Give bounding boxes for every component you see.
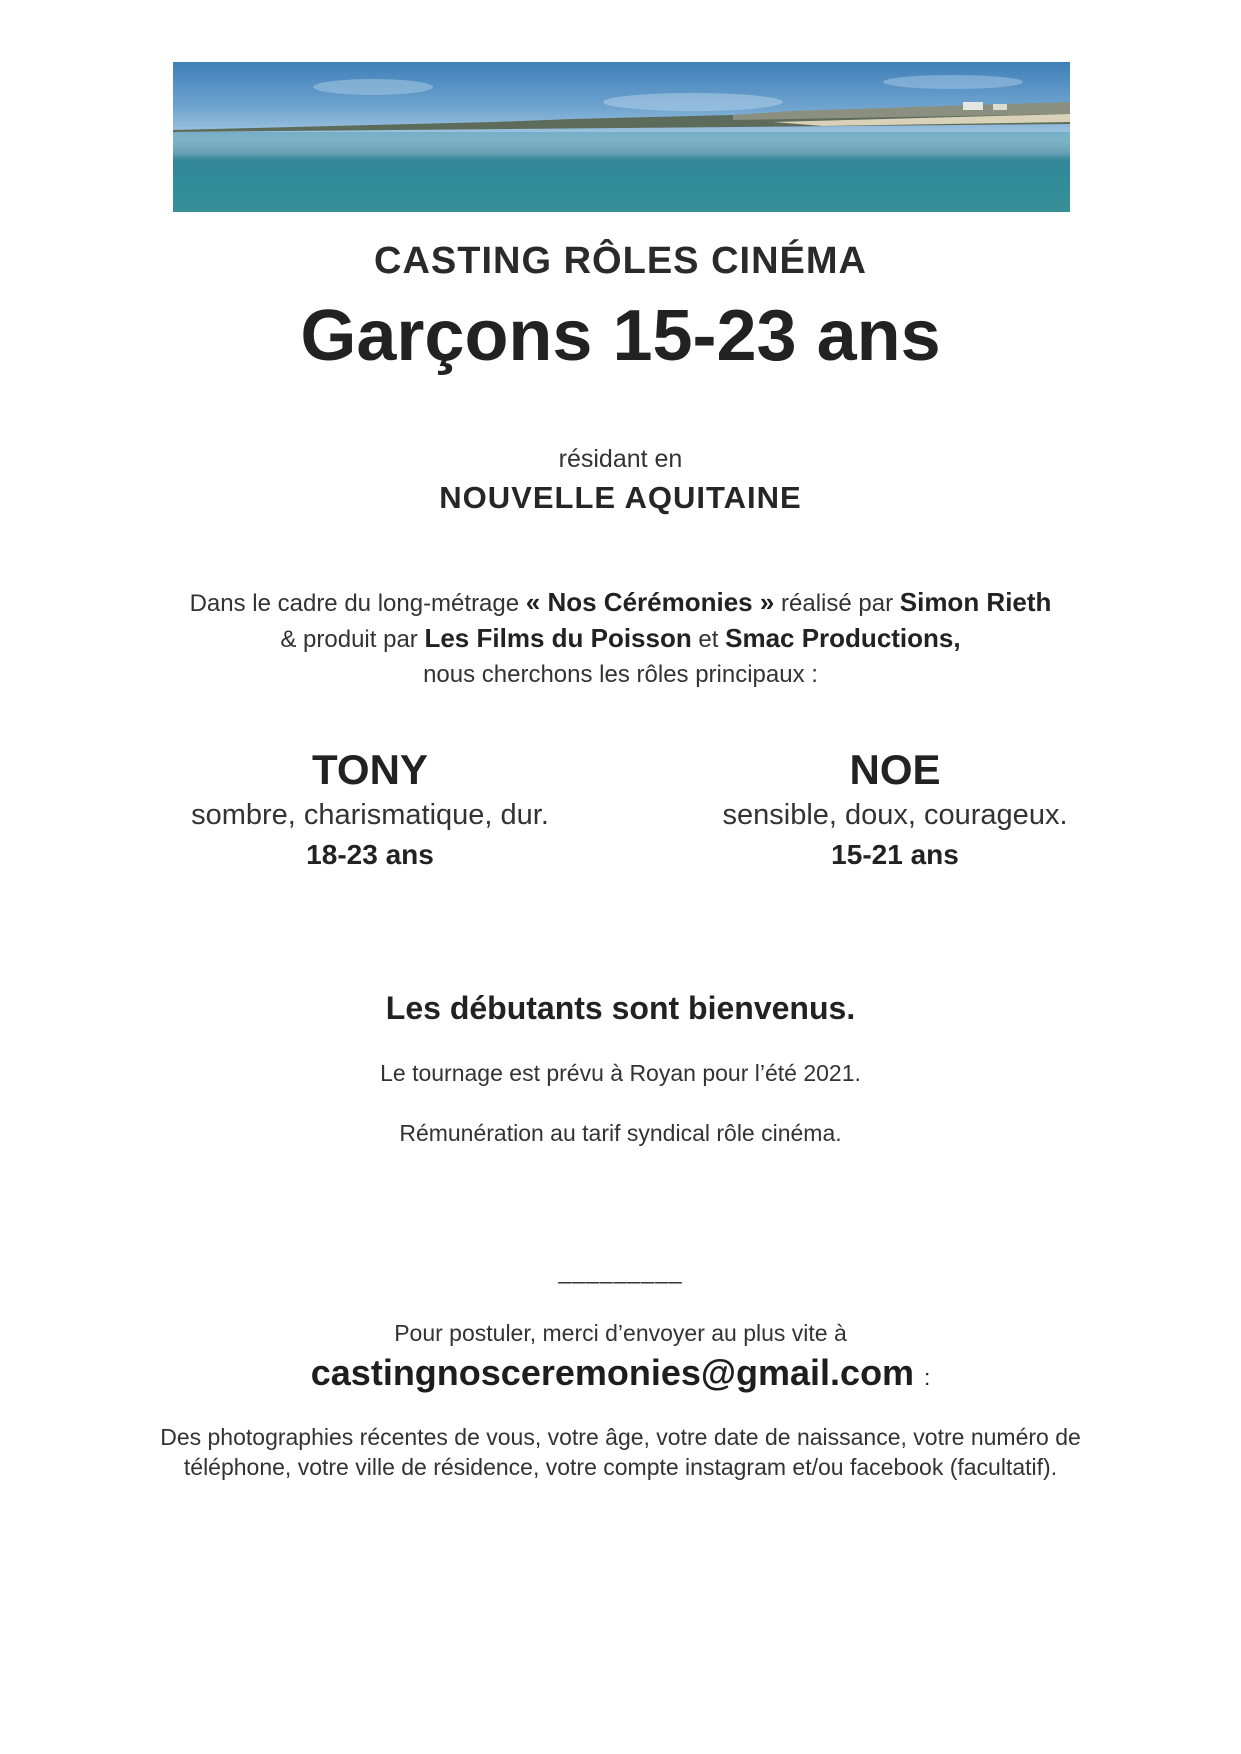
intro-text-2: réalisé par bbox=[781, 590, 894, 617]
director-name: Simon Rieth bbox=[899, 587, 1052, 617]
pay-info: Rémunération au tarif syndical rôle cinéma. bbox=[399, 1120, 842, 1146]
film-title: « Nos Cérémonies » bbox=[525, 587, 775, 617]
producer-1: Les Films du Poisson bbox=[424, 623, 692, 653]
email-colon: : bbox=[924, 1365, 931, 1390]
location-prefix: résidant en bbox=[558, 445, 683, 473]
banner-photo bbox=[173, 62, 1070, 212]
divider: _________ bbox=[558, 1258, 683, 1284]
role-age: 18-23 ans bbox=[306, 839, 434, 870]
apply-prompt: Pour postuler, merci d’envoyer au plus vite à bbox=[394, 1320, 847, 1346]
shoot-info: Le tournage est prévu à Royan pour l’été 2021. bbox=[380, 1060, 861, 1086]
intro-text-3: & produit par bbox=[280, 626, 418, 653]
role-tony bbox=[120, 745, 620, 875]
role-traits: sensible, doux, courageux. bbox=[722, 799, 1068, 831]
role-name: NOE bbox=[849, 746, 941, 793]
intro-text-4: et bbox=[698, 626, 719, 653]
role-noe bbox=[645, 745, 1145, 875]
intro-text-1: Dans le cadre du long-métrage bbox=[189, 590, 520, 617]
producer-2: Smac Productions, bbox=[725, 623, 961, 653]
intro-line-1 bbox=[0, 585, 1241, 621]
intro-line-3: nous cherchons les rôles principaux : bbox=[423, 661, 818, 688]
page-title: Garçons 15-23 ans bbox=[300, 296, 941, 376]
role-age: 15-21 ans bbox=[831, 839, 959, 870]
beginners-welcome: Les débutants sont bienvenus. bbox=[385, 990, 856, 1026]
contact-email-link[interactable]: castingnosceremonies@gmail.com bbox=[310, 1352, 915, 1393]
intro-line-2 bbox=[0, 621, 1241, 657]
casting-heading: CASTING RÔLES CINÉMA bbox=[374, 240, 867, 282]
sea-landscape-illustration bbox=[173, 62, 1070, 212]
role-name: TONY bbox=[312, 746, 428, 793]
contact-email bbox=[0, 1352, 1241, 1394]
intro-paragraph bbox=[0, 585, 1241, 692]
location-region: NOUVELLE AQUITAINE bbox=[439, 480, 802, 515]
application-requirements: Des photographies récentes de vous, votre âge, votre date de naissance, votre numéro de téléphone, votre ville de résidence, votre compte instagram et/ou facebook (facultatif). bbox=[160, 1424, 1081, 1480]
role-traits: sombre, charismatique, dur. bbox=[191, 799, 549, 831]
